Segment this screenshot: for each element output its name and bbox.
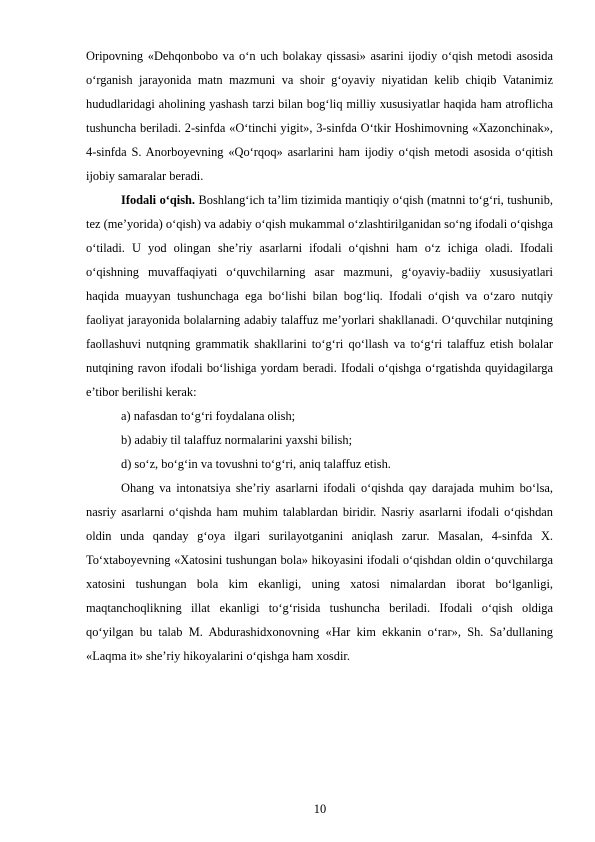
list-item-b: b) adabiy til talaffuz normalarini yaxshi bilish; xyxy=(121,433,353,447)
list-item-d: d) so‘z, bo‘g‘in va tovushni to‘g‘ri, aniq talaffuz etish. xyxy=(121,457,391,471)
paragraph-intro: Oripovning «Dehqonbobo va o‘n uch bolakay qissasi» asarini ijodiy o‘qish metodi asosida o‘rganish jarayonida matn mazmuni va shoir g‘oyaviy niyatidan kelib chiqib Vatanimiz hududlaridagi aholining yashash tarzi bilan bog‘liq milliy xususiyatlar haqida ham atroflicha tushuncha beriladi. 2-sinfda «O‘tinchi yigit», 3-sinfda O‘tkir Hoshimovning «Xazonchinak», 4-sinfda S. Anorboyevning «Qo‘rqoq» asarlarini ham ijodiy o‘qish metodi asosida o‘qitish ijobiy samaralar beradi. xyxy=(86,49,553,183)
paragraph-body: Boshlang‘ich ta’lim tizimida mantiqiy o‘qish (matnni to‘g‘ri, tushunib, tez (me’yorida) o‘qish) va adabiy o‘qish mukammal o‘zlashtirilganidan so‘ng ifodali o‘qishga o‘tiladi. U yod olingan she’riy asarlarni ifodali o‘qishni ham o‘z ichiga oladi. Ifodali o‘qishning muvaffaqiyati o‘quvchilarning asar mazmuni, g‘oyaviy-badiiy xususiyatlari haqida muayyan tushunchaga ega bo‘lishi bilan bog‘liq. Ifodali o‘qish va o‘zaro nutqiy faoliyat jarayonida bolalarning adabiy talaffuz me’yorlari shakllanadi. O‘quvchilar nutqining faollashuvi nutqning grammatik shakllarini to‘g‘ri qo‘llash va to‘g‘ri talaffuz etish bolalar nutqining ravon ifodali bo‘lishiga yordam beradi. Ifodali o‘qishga o‘rgatishda quyidagilarga e’tibor berilishi kerak: xyxy=(86,193,553,399)
list-item-a: a) nafasdan to‘g‘ri foydalana olish; xyxy=(121,409,296,423)
page-number: 10 xyxy=(313,802,327,816)
paragraph-ohang: Ohang va intonatsiya she’riy asarlarni ifodali o‘qishda qay darajada muhim bo‘lsa, nasriy asarlarni o‘qishda ham muhim talablardan biridir. Nasriy asarlarni ifodali o‘qishdan oldin unda qanday g‘oya ilgari surilayotganini aniqlash zarur. Masalan, 4-sinfda X. To‘xtaboyevning «Xatosini tushungan bola» hikoyasini ifodali o‘qishdan oldin o‘quvchilarga xatosini tushungan bola kim ekanligi, uning xatosi nimalardan iborat bo‘lganligi, maqtanchoqlikning illat ekanligi to‘g‘risida tushuncha beriladi. Ifodali o‘qish oldiga qo‘yilgan bu talab M. Abdurashidxonovning «Har kim ekkanin o‘rar», Sh. Sa’dullaning «Laqma it» she’riy hikoyalarini o‘qishga ham xosdir. xyxy=(86,481,553,663)
paragraph-ifodali-oqish xyxy=(86,188,553,404)
document-page xyxy=(86,44,553,668)
section-title: Ifodali o‘qish. xyxy=(121,193,196,207)
